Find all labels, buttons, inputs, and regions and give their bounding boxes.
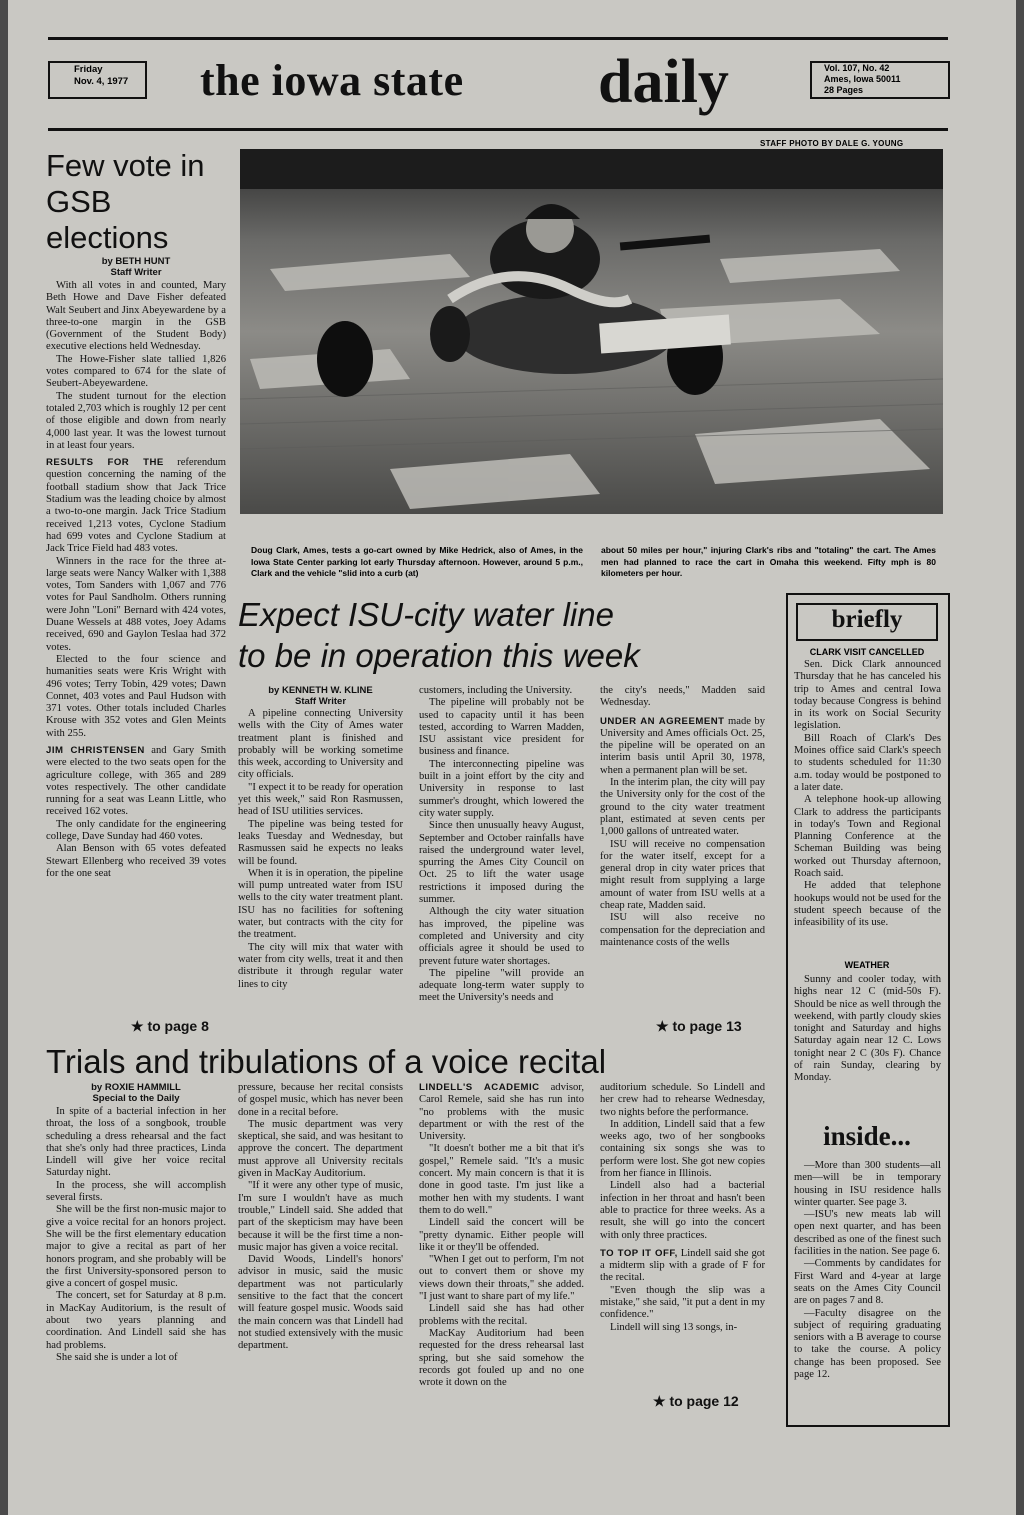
photo-caption-right: about 50 miles per hour," injuring Clark's ribs and "totaling" the cart. The Ames men had planned to race the cart in Omaha this weekend. Fifty mph is 80 kilometers per hour. [601,545,936,578]
recital-c3p1 [419,1082,584,1143]
water-role: Staff Writer [294,696,347,707]
photo-caption-left: Doug Clark, Ames, tests a go-cart owned by Mike Hedrick, also of Ames, in the Iowa State Center parking lot early Thursday afternoon. However, around 5 p.m., Clark and the vehicle "slid into a curb (at) [251,545,583,578]
recital-col-4 [600,1082,765,1392]
recital-byline-block [46,1082,226,1104]
briefly-p5: Sunny and cooler today, with highs near 12 C (mid-50s F). Should be nice as well through the weekend, with partly cloudy skies tonight and Saturday and highs Saturday again near 12 C. Lows tonight near 2 C (30s F). Chance of rain Sunday, clearing by Monday. [794,974,941,1084]
recital-c4p2: In addition, Lindell said that a few weeks ago, two of her songbooks containing six songs she was to perform were lost. She got new copies from her fiance in Illinois. [600,1118,765,1180]
briefly-heading-1: CLARK VISIT CANCELLED [809,647,925,657]
recital-col-2 [238,1082,403,1424]
recital-c2p3: "If it were any other type of music, I'm sure I wouldn't have as much trouble," Lindell said. She added that part of the skepticism may have been because it will be the first time a non-music major has given a voice recital. [238,1180,403,1253]
gsb-p1: With all votes in and counted, Mary Beth Howe and Dave Fisher defeated Walt Seubert and Jinx Abeyewardene by a three-to-one margin in the GSB (Government of the Student Body) executive elections held Wednesday. [46,280,226,353]
gsb-byline-block [46,256,226,278]
gsb-p7-text: and Gary Smith were elected to the two seats open for the agriculture college, with 365 and 289 votes respectively. The other candidate running for a seat was Leann Little, who received 162 votes. [46,744,226,818]
briefly-body-1 [794,659,941,959]
recital-c4p4-text: Lindell said she got a midterm slip with a grade of F for the recital. [600,1247,765,1284]
inside-p3: —Comments by candidates for First Ward and 4-year at large seats on the Ames City Council are on pages 7 and 8. [794,1258,941,1307]
inside-p2: —ISU's new meats lab will open next quarter, and has been described as one of the finest such facilities in the nation. See page 6. [794,1209,941,1258]
photo-credit: STAFF PHOTO BY DALE G. YOUNG [760,139,904,148]
water-headline-1: Expect ISU-city water line [238,596,614,633]
inside-body [794,1160,941,1418]
gsb-p3: The student turnout for the election totaled 2,703 which is roughly 12 per cent of those eligible and down from nearly 4,000 last year. It was the lowest turnout in at least four years. [46,390,226,451]
go-cart-photo [240,149,943,514]
briefly-p4: He added that telephone hookups would not be used for the student speech because of the infeasibility of its use. [794,880,941,929]
recital-jump[interactable]: ★ to page 12 [653,1393,739,1409]
water-c3p2 [600,716,765,777]
recital-c3p1-text: advisor, Carol Remele, said she has run into "no problems with the music department or with the rest of the University. [419,1082,584,1143]
inside-p1: —More than 300 students—all men—will be in temporary housing in ISU residence halls winter quarter. See page 3. [794,1160,941,1208]
recital-c3p1-lead: LINDELL'S ACADEMIC [419,1082,540,1093]
water-c3p3: In the interim plan, the city will pay the University only for the cost of the ground to the city water treatment plant, estimated at seven cents per 1,000 gallons of untreated water. [600,777,765,838]
recital-c2p2: The music department was very skeptical, she said, and was hesitant to approve the concert. The department must approve all University recitals given in MacKay Auditorium. [238,1118,403,1180]
water-col-2 [419,685,584,1033]
masthead-top-rule [48,37,948,40]
recital-c2p4: David Woods, Lindell's honors' advisor in music, said the music department was not particularly sensitive to the fact that the concert will feature gospel music. Woods said the main concern was that Lindell had not studied extensively with the music department. [238,1254,403,1352]
water-c3p1: the city's needs," Madden said Wednesday. [600,685,765,709]
briefly-p2: Bill Roach of Clark's Des Moines office said Clark's speech to students scheduled for 11:30 a.m. today would be postponed to a later date. [794,732,941,793]
recital-c3p3: Lindell said the concert will be "pretty dynamic. Either people will like it or they'll be offended. [419,1217,584,1253]
front-photo [240,149,943,514]
water-byline: by KENNETH W. KLINE [268,685,373,696]
gsb-p5: Winners in the race for the three at-large seats were Nancy Walker with 1,388 votes, Tom Sanders with 1,067 and 776 votes for Paul Sandholm. Others running were John "Loni" Bernard with 424 votes, Duane Wessels at 488 votes, Joey Adams received, 690 and Gaylon Teslaa had 372 votes. [46,555,226,653]
briefly-p1: Sen. Dick Clark announced Thursday that he has canceled his trip to Ames and central Iowa today because Congress is behind in its work on Social Security legislation. [794,659,941,732]
briefly-body-2 [794,974,941,1114]
water-c2p4: Since then unusually heavy August, September and October rainfalls have raised the underground water level, spurring the Ames City Council on Oct. 25 to lift the water usage restrictions it imposed during the summer. [419,820,584,906]
recital-c1p1: In spite of a bacterial infection in her throat, the loss of a songbook, trouble scheduling a dress rehearsal and the fact that she's only had three practices, Linda Lindell will give her voice recital Saturday night. [46,1106,226,1179]
water-c1p1: A pipeline connecting University wells with the City of Ames water treatment plant is finished and probably will be working sometime this week, according to University and city officials. [238,708,403,781]
water-c2p5: Although the city water situation has improved, the pipeline was completed and University and city officials agree it should be used to prevent future water shortages. [419,906,584,967]
recital-col-3 [419,1082,584,1424]
gsb-p9: Alan Benson with 65 votes defeated Stewart Ellenberg who received 39 votes for the one seat [46,843,226,879]
water-c2p2: The pipeline will probably not be used to capacity until it has been tested, according to Warren Madden, ISU assistant vice president for business and finance. [419,697,584,758]
recital-c1p3: She will be the first non-music major to give a voice recital for an honors project. She will be the first elementary education major to give a recital as part of her honors program, and she probably will be the first University-sponsored person to give a concert of gospel music. [46,1204,226,1290]
recital-headline: Trials and tribulations of a voice recital [46,1043,607,1080]
masthead-day: Friday [74,64,103,75]
briefly-p3: A telephone hook-up allowing Clark to address the participants in today's Town and Regional Planning Conference at the Scheman Building was being worked out Thursday afternoon, Roach said. [794,794,941,880]
gsb-p2: The Howe-Fisher slate tallied 1,826 votes compared to 674 for the slate of Seubert-Abeyewardene. [46,353,226,390]
recital-col-1 [46,1106,226,1424]
water-col-3 [600,685,765,1015]
water-c3p2-lead: UNDER AN AGREEMENT [600,715,725,727]
water-c1p4: When it is in operation, the pipeline will pump untreated water from ISU wells to the city water treatment plant. ISU has no facilities for softening water, but contracts with the city for the treatment. [238,867,403,941]
water-c3p5: ISU will also receive no compensation for the depreciation and maintenance costs of the wells [600,912,765,948]
gsb-p7-lead: JIM CHRISTENSEN [46,744,145,756]
recital-c3p4: "When I get out to perform, I'm not out to convert them or shove my views down their throats," she added. "I just want to share part of my life." [419,1254,584,1303]
recital-c4p4-lead: TO TOP IT OFF, [600,1247,678,1259]
recital-c3p5: Lindell said she has had other problems with the recital. [419,1303,584,1327]
masthead-pages: 28 Pages [824,85,864,95]
recital-c3p2: "It doesn't bother me a bit that it's gospel," Remele said. "It's a music concert. My main concern is that it is done in good taste. I'm just like a mother hen with my students. I want them to do well." [419,1143,584,1216]
gsb-p7 [46,745,226,819]
recital-c2p1: pressure, because her recital consists of gospel music, which has never been done in a recital before. [238,1082,403,1118]
recital-byline: by ROXIE HAMMILL [91,1082,181,1093]
recital-c4p1: auditorium schedule. So Lindell and her crew had to rehearse Wednesday, two nights before the performance. [600,1082,765,1118]
gsb-headline: Few vote in GSB elections [46,148,205,255]
water-c3p2-text: made by University and Ames officials Oct. 25, the pipeline will be operated on an interim basis until April 30, 1978, when a permanent plan will be set. [600,715,765,776]
recital-c4p6: Lindell will sing 13 songs, in- [610,1321,738,1333]
water-c1p3: The pipeline was being tested for leaks Tuesday and Wednesday, but Rasmussen said he expects no leaks will be found. [238,818,403,867]
gsb-jump[interactable]: ★ to page 8 [131,1018,209,1034]
gsb-p4-text: referendum question concerning the naming of the football stadium show that Jack Trice Stadium was the leading choice by almost a two-to-one margin. Jack Trice Stadium received 1,213 votes, Cyclone Stadium had 699 votes and Cyclone Stadium at Jack Trice Field had 483 votes. [46,457,226,555]
inside-title: inside... [823,1121,911,1151]
water-c2p6: The pipeline "will provide an adequate long-term water supply to meet the University's needs and [419,967,584,1004]
recital-c3p6: MacKay Auditorium had been requested for the dress rehearsal last spring, but she said somehow the records got fouled up and no one wrote it down on the [419,1327,584,1389]
water-jump[interactable]: ★ to page 13 [656,1018,742,1034]
inside-p4: —Faculty disagree on the subject of requiring graduating seniors with a B average to course to take the course. A policy change has been proposed. See page 12. [794,1307,941,1381]
recital-c4p3: Lindell also had a bacterial infection in her throat and hasn't been able to practice for three weeks. As a result, she will go into the concert with only three practices. [600,1180,765,1241]
masthead [48,48,948,128]
masthead-title-daily: daily [598,48,729,116]
water-col-1 [238,708,403,1033]
recital-c1p2: In the process, she will accomplish several firsts. [46,1179,226,1204]
water-c3p4: ISU will receive no compensation for the water itself, except for a general drop in city water prices that might result from supplying a large amount of water from ISU wells at a cheap rate, Madden said. [600,838,765,912]
water-c1p5: The city will mix that water with water from city wells, treat it and then distribute it through regular water lines to city [238,941,403,990]
masthead-date: Nov. 4, 1977 [74,76,129,87]
gsb-p4 [46,457,226,555]
briefly-title: briefly [831,606,903,633]
recital-c1p4: The concert, set for Saturday at 8 p.m. in MacKay Auditorium, is the result of about two years planning and coordination. And Lindell said she has had problems. [46,1290,226,1351]
water-c2p3: The interconnecting pipeline was built in a joint effort by the city and University in response to last summer's drought, which lowered the city water supply. [419,758,584,819]
gsb-byline: by BETH HUNT [101,256,171,267]
gsb-p8: The only candidate for the engineering college, Dave Sunday had 460 votes. [46,818,226,843]
water-c2p1: customers, including the University. [419,685,573,696]
recital-role: Special to the Daily [92,1093,180,1104]
gsb-p6: Elected to the four science and humanities seats were Kris Wright with 496 votes; Terry Tobin, 429 votes; Dawn Connet, 403 votes and Paul Hudson with 371 votes. Other totals included Charles Krouse with 352 votes and Glen Meints with 255. [46,653,226,739]
newspaper-page [8,0,1016,1515]
masthead-volume: Vol. 107, No. 42 [824,63,890,73]
masthead-title-main: the iowa state [200,56,464,105]
water-headline-2: to be in operation this week [238,637,640,674]
gsb-body [46,280,226,1015]
recital-c4p5: "Even though the slip was a mistake," she said, "it put a dent in my confidence." [600,1284,765,1321]
recital-c4p4 [600,1248,765,1285]
recital-c1p5: She said she is under a lot of [56,1351,178,1363]
water-byline-block [238,685,403,707]
gsb-p4-lead: RESULTS FOR THE [46,457,164,469]
masthead-location: Ames, Iowa 50011 [824,74,901,84]
gsb-role: Staff Writer [110,267,162,278]
masthead-bottom-rule [48,128,948,131]
briefly-heading-2: WEATHER [844,960,890,970]
water-c1p2: "I expect it to be ready for operation yet this week," said Ron Rasmussen, head of ISU utilities services. [238,781,403,818]
